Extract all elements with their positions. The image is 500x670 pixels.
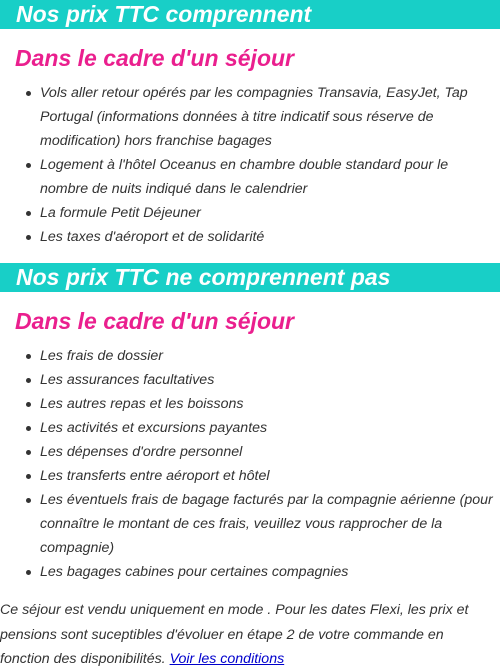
bullet-icon [26, 450, 31, 455]
list-item [40, 368, 498, 392]
list-item [40, 201, 498, 225]
list-item [40, 153, 498, 201]
conditions-note-text: Ce séjour est vendu uniquement en mode . Pour les dates Flexi, les prix et pensions sont suceptibles d'évoluer en étape 2 de votre commande en fonction des disponibilités. [0, 602, 469, 667]
excluded-section [0, 263, 500, 584]
list-item-text: Les éventuels frais de bagage facturés par la compagnie aérienne (pour connaître le montant de ces frais, veuillez vous rapprocher de la compagnie) [40, 492, 493, 556]
bullet-icon [26, 91, 31, 96]
bullet-icon [26, 211, 31, 216]
excluded-subheading: Dans le cadre d'un séjour [15, 308, 294, 334]
list-item [40, 464, 498, 488]
conditions-link[interactable]: Voir les conditions [169, 651, 285, 667]
included-list [0, 81, 500, 249]
list-item [40, 488, 498, 560]
list-item [40, 416, 498, 440]
list-item-text: Les dépenses d'ordre personnel [40, 444, 243, 460]
list-item-text: Les activités et excursions payantes [40, 420, 268, 436]
list-item-text: La formule Petit Déjeuner [40, 205, 201, 221]
bullet-icon [26, 570, 31, 575]
conditions-note [0, 598, 500, 670]
included-heading: Nos prix TTC comprennent [0, 0, 500, 29]
included-subheading: Dans le cadre d'un séjour [15, 45, 294, 71]
list-item-text: Les bagages cabines pour certaines compagnies [40, 564, 349, 580]
list-item-text: Les transferts entre aéroport et hôtel [40, 468, 270, 484]
bullet-icon [26, 163, 31, 168]
list-item-text: Les assurances facultatives [40, 372, 215, 388]
list-item [40, 81, 498, 153]
bullet-icon [26, 402, 31, 407]
included-section [0, 0, 500, 249]
excluded-list [0, 344, 500, 584]
bullet-icon [26, 378, 31, 383]
list-item [40, 225, 498, 249]
bullet-icon [26, 354, 31, 359]
excluded-heading: Nos prix TTC ne comprennent pas [0, 263, 500, 292]
list-item [40, 560, 498, 584]
bullet-icon [26, 498, 31, 503]
list-item-text: Les frais de dossier [40, 348, 164, 364]
list-item [40, 392, 498, 416]
list-item-text: Les taxes d'aéroport et de solidarité [40, 229, 265, 245]
bullet-icon [26, 426, 31, 431]
list-item [40, 440, 498, 464]
list-item-text: Logement à l'hôtel Oceanus en chambre double standard pour le nombre de nuits indiqué dans le calendrier [40, 157, 449, 197]
list-item [40, 344, 498, 368]
list-item-text: Vols aller retour opérés par les compagnies Transavia, EasyJet, Tap Portugal (informations données à titre indicatif sous réserve de modification) hors franchise bagages [40, 85, 468, 149]
bullet-icon [26, 235, 31, 240]
list-item-text: Les autres repas et les boissons [40, 396, 244, 412]
bullet-icon [26, 474, 31, 479]
